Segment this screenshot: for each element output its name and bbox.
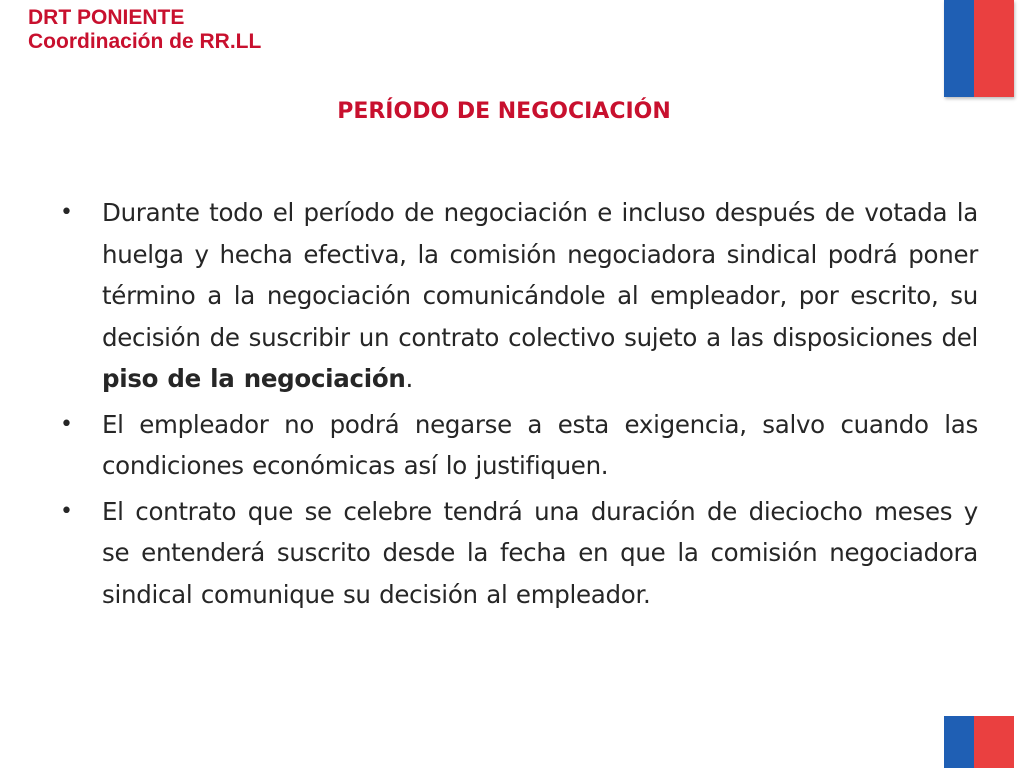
bullet-icon: •	[60, 411, 73, 437]
flag-logo-bottom	[944, 716, 1014, 768]
flag-blue-stripe	[944, 0, 974, 97]
slide-title: PERÍODO DE NEGOCIACIÓN	[337, 99, 671, 124]
bullet-list	[60, 192, 978, 619]
bullet-item	[60, 491, 978, 616]
bullet-text: Durante todo el período de negociación e incluso después de votada la huelga y hecha efectiva, la comisión negociadora sindical podrá poner término a la negociación comunicándole al empleador, por escrito, su decisión de suscribir un contrato colectivo sujeto a las disposiciones del	[102, 198, 978, 352]
organization-header	[28, 6, 261, 54]
bullet-text: El empleador no podrá negarse a esta exigencia, salvo cuando las condiciones económicas así lo justifiquen.	[102, 409, 978, 480]
bullet-text-bold: piso de la negociación	[102, 364, 406, 393]
bullet-icon: •	[60, 498, 73, 524]
flag-red-stripe	[974, 716, 1014, 768]
org-name: DRT PONIENTE	[28, 6, 185, 29]
bullet-item	[60, 404, 978, 487]
bullet-text: El contrato que se celebre tendrá una duración de dieciocho meses y se entenderá suscrito desde la fecha en que la comisión negociadora sindical comunique su decisión al empleador.	[102, 496, 978, 609]
org-department: Coordinación de RR.LL	[28, 30, 262, 53]
bullet-item	[60, 192, 978, 400]
flag-blue-stripe	[944, 716, 974, 768]
bullet-text-end: .	[405, 364, 413, 393]
flag-logo-top	[944, 0, 1014, 97]
bullet-icon: •	[60, 200, 73, 225]
flag-red-stripe	[974, 0, 1014, 97]
